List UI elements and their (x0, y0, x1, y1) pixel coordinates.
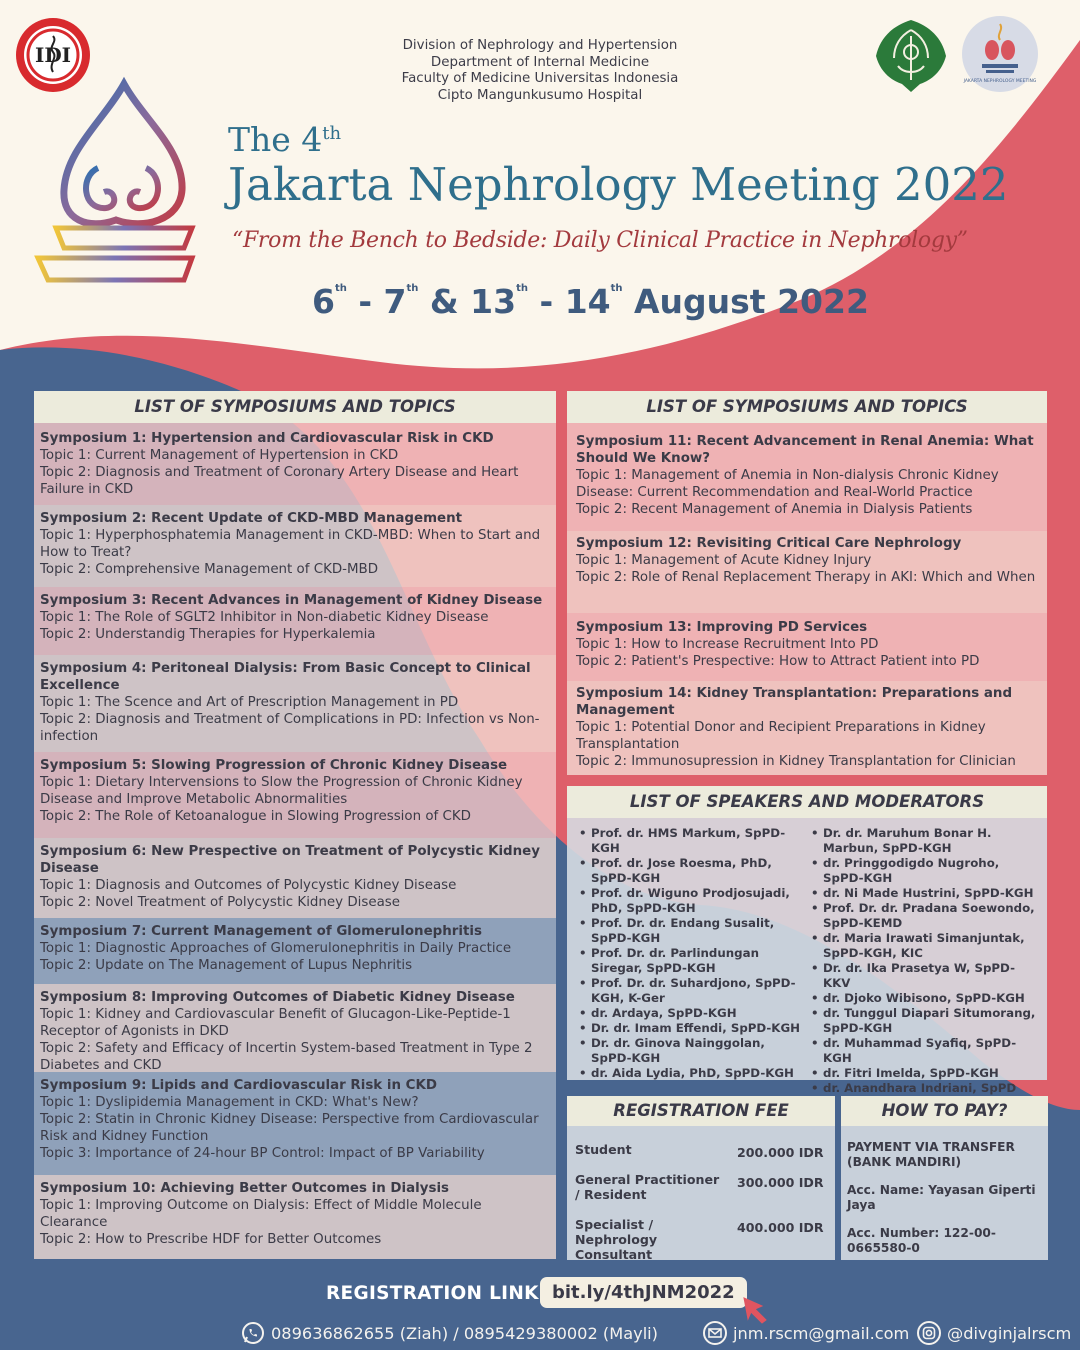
symposium-item (34, 1072, 556, 1175)
topic-line: Topic 2: Understandig Therapies for Hyperkalemia (40, 627, 376, 642)
instagram-handle: @divginjalrscm (947, 1323, 1072, 1343)
symposium-title: Symposium 9: Lipids and Cardiovascular Risk in CKD (40, 1078, 437, 1093)
topic-line: Topic 1: Dietary Intervensions to Slow the Progression of Chronic Kidney Disease and Improve Metabolic Abnormalities (40, 775, 523, 807)
topic-line: Topic 1: Management of Anemia in Non-dialysis Chronic Kidney Disease: Current Recommendation and Real-World Practice (576, 468, 999, 500)
symposium-item (34, 505, 556, 587)
topic-line: Topic 1: Dyslipidemia Management in CKD: What's New? (40, 1095, 419, 1110)
fee-category: Student (575, 1142, 632, 1157)
symposium-list-left (34, 391, 556, 1259)
topic-line: Topic 1: Diagnosis and Outcomes of Polycystic Kidney Disease (40, 878, 457, 893)
account-number: Acc. Number: 122-00-0665580-0 (847, 1226, 996, 1255)
speaker-item: • dr. Pringgodigdo Nugroho, SpPD-KGH (809, 856, 1041, 886)
symposium-title: Symposium 1: Hypertension and Cardiovascular Risk in CKD (40, 431, 494, 446)
registration-fee-panel (567, 1096, 835, 1260)
symposium-title: Symposium 12: Revisiting Critical Care Nephrology (576, 536, 962, 551)
speakers-body (567, 818, 1047, 1095)
topic-line: Topic 1: The Scence and Art of Prescription Management in PD (40, 695, 459, 710)
svg-text:JAKARTA NEPHROLOGY MEETING: JAKARTA NEPHROLOGY MEETING (963, 79, 1037, 84)
symposium-title: Symposium 8: Improving Outcomes of Diabetic Kidney Disease (40, 990, 515, 1005)
phone-contact[interactable] (241, 1321, 658, 1345)
symposium-item (567, 423, 1047, 531)
speaker-item: • Prof. Dr. dr. Pradana Soewondo, SpPD-KEMD (809, 901, 1041, 931)
topic-line: Topic 1: Management of Acute Kidney Injury (576, 553, 872, 568)
phone-numbers: 089636862655 (Ziah) / 0895429380002 (Mayli) (271, 1323, 658, 1343)
whatsapp-icon (241, 1321, 265, 1345)
registration-link[interactable]: bit.ly/4thJNM2022 (540, 1277, 747, 1308)
symposium-title: Symposium 2: Recent Update of CKD-MBD Management (40, 511, 463, 526)
jnm-badge-logo (960, 14, 1040, 94)
speaker-item: • dr. Ni Made Hustrini, SpPD-KGH (809, 886, 1041, 901)
speakers-list-right (809, 826, 1041, 1095)
edition-label: The 4th (228, 120, 342, 159)
symposium-item (34, 587, 556, 655)
symposium-title: Symposium 13: Improving PD Services (576, 620, 868, 635)
symposium-list-right (567, 391, 1047, 775)
symposium-title: Symposium 5: Slowing Progression of Chronic Kidney Disease (40, 758, 508, 773)
email-contact[interactable] (703, 1321, 909, 1345)
speaker-item: • Dr. dr. Maruhum Bonar H. Marbun, SpPD-KGH (809, 826, 1041, 856)
payment-body (841, 1126, 1048, 1260)
account-name: Acc. Name: Yayasan Giperti Jaya (847, 1183, 1036, 1212)
event-dates: 6th - 7th & 13th - 14th August 2022 (312, 282, 869, 321)
speaker-item: • Prof. Dr. dr. Suhardjono, SpPD-KGH, K-Ger (577, 976, 809, 1006)
symposium-item (34, 423, 556, 505)
topic-line: Topic 1: Hyperphosphatemia Management in CKD-MBD: When to Start and How to Treat? (40, 528, 541, 560)
symposium-title: Symposium 14: Kidney Transplantation: Preparations and Management (576, 686, 1013, 718)
fee-category: General Practitioner / Resident (575, 1172, 720, 1202)
event-subtitle: “From the Bench to Bedside: Daily Clinical Practice in Nephrology” (232, 228, 968, 253)
topic-line: Topic 2: Safety and Efficacy of Incertin System-based Treatment in Type 2 Diabetes and CKD (40, 1041, 533, 1073)
fee-body (567, 1126, 835, 1260)
mail-icon (703, 1321, 727, 1345)
speaker-item: • dr. Aida Lydia, PhD, SpPD-KGH (577, 1066, 809, 1081)
symposium-item (34, 752, 556, 838)
organizer-block (330, 38, 750, 104)
speaker-item: • Prof. dr. Jose Roesma, PhD, SpPD-KGH (577, 856, 809, 886)
speaker-item: • dr. Djoko Wibisono, SpPD-KGH (809, 991, 1041, 1006)
symposium-title: Symposium 3: Recent Advances in Management of Kidney Disease (40, 593, 543, 608)
speaker-item: • dr. Ardaya, SpPD-KGH (577, 1006, 809, 1021)
symposium-title: Symposium 11: Recent Advancement in Renal Anemia: What Should We Know? (576, 434, 1034, 466)
symposium-item (567, 681, 1047, 775)
speaker-item: • Prof. Dr. dr. Endang Susalit, SpPD-KGH (577, 916, 809, 946)
organizer-line: Cipto Mangunkusumo Hospital (437, 87, 643, 103)
panel-heading: LIST OF SYMPOSIUMS AND TOPICS (567, 391, 1047, 423)
topic-line: Topic 1: Potential Donor and Recipient Preparations in Kidney Transplantation (576, 720, 986, 752)
payment-panel (841, 1096, 1048, 1260)
instagram-icon (917, 1321, 941, 1345)
speaker-item: • Dr. dr. Ginova Nainggolan, SpPD-KGH (577, 1036, 809, 1066)
svg-text:IDI: IDI (34, 43, 72, 67)
topic-line: Topic 2: Novel Treatment of Polycystic Kidney Disease (40, 895, 400, 910)
speaker-item: • dr. Tunggul Diapari Situmorang, SpPD-KGH (809, 1006, 1041, 1036)
topic-line: Topic 1: Kidney and Cardiovascular Benefit of Glucagon-Like-Peptide-1 Receptor of Agonists in DKD (40, 1007, 511, 1039)
topic-line: Topic 2: Update on The Management of Lupus Nephritis (40, 958, 413, 973)
email-address: jnm.rscm@gmail.com (733, 1323, 910, 1343)
symposium-item (567, 613, 1047, 681)
symposium-item (34, 1175, 556, 1259)
symposium-title: Symposium 10: Achieving Better Outcomes in Dialysis (40, 1181, 450, 1196)
organizer-line: Department of Internal Medicine (430, 54, 650, 70)
topic-line: Topic 2: Immunosupression in Kidney Transplantation for Clinician (576, 754, 1016, 769)
speakers-panel (567, 786, 1047, 1095)
symposium-item (34, 984, 556, 1072)
organizer-line: Division of Nephrology and Hypertension (402, 38, 678, 53)
speaker-item: • Prof. dr. HMS Markum, SpPD-KGH (577, 826, 809, 856)
fee-amount: 400.000 IDR (737, 1220, 824, 1235)
speaker-item: • Prof. dr. Wiguno Prodjosujadi, PhD, SpPD-KGH (577, 886, 809, 916)
speaker-item: • Dr. dr. Ika Prasetya W, SpPD-KKV (809, 961, 1041, 991)
fee-category: Specialist / Nephrology Consultant (575, 1217, 658, 1262)
speaker-item: • dr. Fitri Imelda, SpPD-KGH (809, 1066, 1041, 1081)
panel-heading: LIST OF SPEAKERS AND MODERATORS (567, 786, 1047, 818)
payment-method: PAYMENT VIA TRANSFER (BANK MANDIRI) (847, 1140, 1015, 1169)
symposium-item (567, 531, 1047, 613)
topic-line: Topic 1: The Role of SGLT2 Inhibitor in Non-diabetic Kidney Disease (40, 610, 489, 625)
organizer-line: Faculty of Medicine Universitas Indonesia (401, 71, 679, 86)
registration-label: REGISTRATION LINK (326, 1283, 539, 1304)
panel-heading: REGISTRATION FEE (567, 1096, 835, 1126)
topic-line: Topic 2: Comprehensive Management of CKD-MBD (40, 562, 379, 577)
kidney-lamp-illustration (34, 80, 194, 285)
symposium-item (34, 655, 556, 752)
panel-heading: LIST OF SYMPOSIUMS AND TOPICS (34, 391, 556, 423)
university-logo (870, 16, 952, 96)
topic-line: Topic 2: Diagnosis and Treatment of Coronary Artery Disease and Heart Failure in CKD (40, 465, 519, 497)
symposium-title: Symposium 6: New Prespective on Treatment of Polycystic Kidney Disease (40, 844, 540, 876)
speaker-item: • Prof. Dr. dr. Parlindungan Siregar, SpPD-KGH (577, 946, 809, 976)
speaker-item: • dr. Maria Irawati Simanjuntak, SpPD-KGH, KIC (809, 931, 1041, 961)
symposium-item (34, 918, 556, 984)
topic-line: Topic 2: Recent Management of Anemia in Dialysis Patients (576, 502, 973, 517)
speaker-item: • dr. Anandhara Indriani, SpPD (809, 1081, 1041, 1096)
event-title: Jakarta Nephrology Meeting 2022 (228, 158, 1009, 211)
panel-heading: HOW TO PAY? (841, 1096, 1048, 1126)
symposium-title: Symposium 7: Current Management of Glomerulonephritis (40, 924, 482, 939)
topic-line: Topic 2: Patient's Prespective: How to Attract Patient into PD (576, 654, 980, 669)
topic-line: Topic 2: Diagnosis and Treatment of Complications in PD: Infection vs Non-infection (40, 712, 540, 744)
topic-line: Topic 1: Current Management of Hypertension in CKD (40, 448, 399, 463)
speaker-item: • dr. Muhammad Syafiq, SpPD-KGH (809, 1036, 1041, 1066)
speaker-item: • Dr. dr. Imam Effendi, SpPD-KGH (577, 1021, 809, 1036)
topic-line: Topic 1: Diagnostic Approaches of Glomerulonephritis in Daily Practice (40, 941, 512, 956)
symposium-item (34, 838, 556, 918)
instagram-contact[interactable] (917, 1321, 1071, 1345)
topic-line: Topic 2: Statin in Chronic Kidney Disease: Perspective from Cardiovascular Risk and Kidney Function (40, 1112, 539, 1144)
topic-line: Topic 2: Role of Renal Replacement Therapy in AKI: Which and When (576, 570, 1036, 585)
topic-line: Topic 2: How to Prescribe HDF for Better Outcomes (40, 1232, 382, 1247)
topic-line: Topic 1: Improving Outcome on Dialysis: Effect of Middle Molecule Clearance (40, 1198, 482, 1230)
fee-amount: 200.000 IDR (737, 1145, 824, 1160)
speakers-list-left (577, 826, 809, 1080)
fee-amount: 300.000 IDR (737, 1175, 824, 1190)
symposium-title: Symposium 4: Peritoneal Dialysis: From Basic Concept to Clinical Excellence (40, 661, 531, 693)
topic-line: Topic 3: Importance of 24-hour BP Control: Impact of BP Variability (40, 1146, 485, 1161)
topic-line: Topic 2: The Role of Ketoanalogue in Slowing Progression of CKD (40, 809, 471, 824)
topic-line: Topic 1: How to Increase Recruitment Into PD (576, 637, 879, 652)
